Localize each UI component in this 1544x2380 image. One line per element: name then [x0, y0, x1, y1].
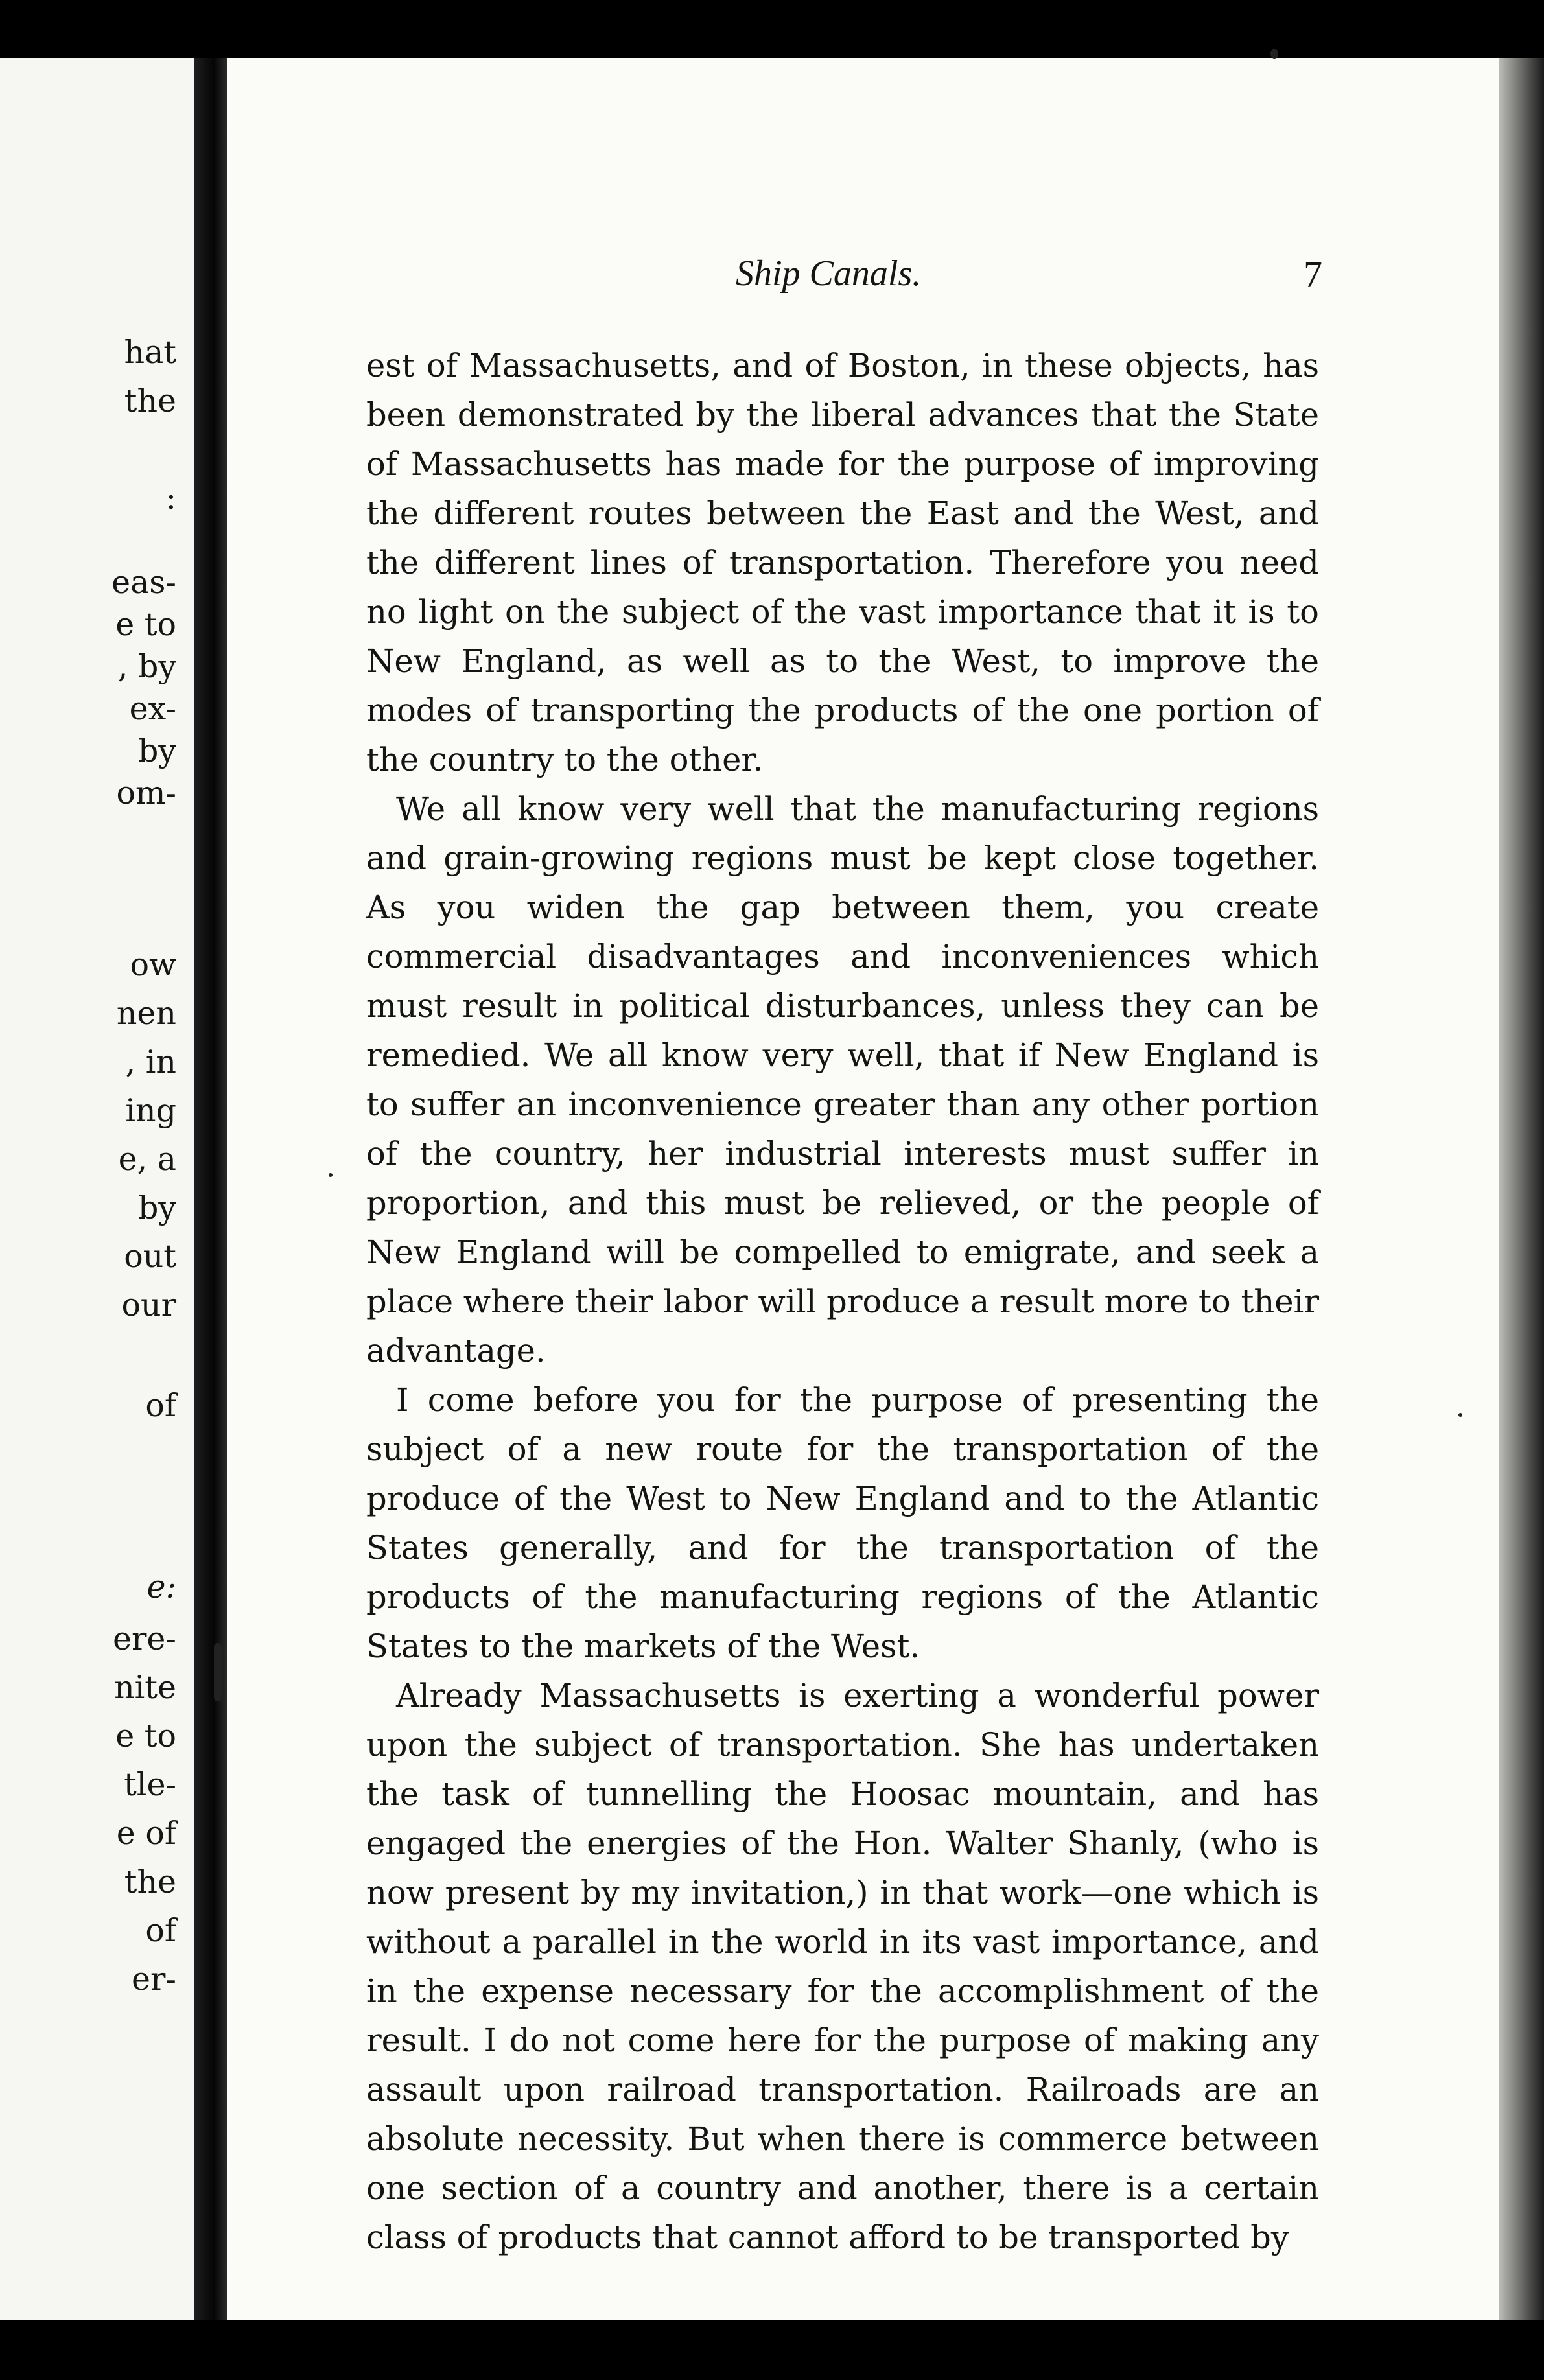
facing-line: ex- [129, 690, 176, 727]
ink-streak [214, 1643, 222, 1701]
facing-line: e to [115, 1718, 176, 1755]
facing-line: e: [146, 1569, 176, 1605]
facing-line: om- [116, 775, 176, 811]
facing-line: , in [125, 1044, 176, 1080]
book-gutter [194, 58, 227, 2320]
facing-line: nen [116, 995, 176, 1032]
ink-speck [329, 1173, 333, 1177]
page-number: 7 [1304, 253, 1322, 296]
paragraph: Already Massachusetts is exerting a wonderful power upon the subject of transportation. She has undertaken the task of tunnelling the Hoosac mountain, and has engaged the energies of the Hon. Walter Shanly, (who is now present by my invitation,) in that work—one which is without a parallel in the world in its vast importance, and in the expense necessary for the accomplishment of the result. I do not come here for the purpose of making any assault upon railroad transportation. Railroads are an absolute necessity. But when there is commerce between one section of a country and another, there is a certain class of products that cannot afford to be transported by [366, 1677, 1319, 2256]
facing-line: , by [117, 648, 176, 685]
paragraph: est of Massachusetts, and of Boston, in these objects, has been demonstrated by the liberal advances that the State of Massachusetts has made for the purpose of improving the different routes between the East and the West, and the different lines of transportation. Therefore you need no light on the subject of the vast importance that it is to New England, as well as to the West, to improve the modes of transporting the products of the one portion of the country to the other. [366, 347, 1319, 778]
facing-line: tle- [124, 1766, 176, 1803]
facing-line: by [137, 1189, 176, 1226]
facing-line: e of [116, 1815, 176, 1852]
running-head: Ship Canals. [736, 253, 922, 294]
facing-line: nite [114, 1669, 176, 1706]
facing-line: out [124, 1238, 176, 1275]
facing-line: by [137, 732, 176, 769]
facing-line: of [145, 1387, 176, 1424]
facing-line: of [145, 1912, 176, 1949]
facing-line: the [124, 1863, 176, 1900]
facing-line: eas- [111, 564, 176, 601]
facing-line: : [165, 480, 176, 517]
facing-line: our [121, 1287, 176, 1324]
page-header [363, 253, 1322, 298]
page-edge-shadow [1499, 58, 1544, 2320]
facing-line: e, a [118, 1141, 176, 1178]
facing-line: ing [125, 1092, 176, 1129]
facing-line: ere- [113, 1620, 176, 1657]
facing-line: ow [130, 946, 176, 983]
facing-line: hat [124, 334, 176, 371]
facing-page-fragment [0, 58, 194, 2320]
ink-speck [1458, 1413, 1462, 1417]
facing-line: e to [115, 606, 176, 643]
paragraph: We all know very well that the manufacturing regions and grain-growing regions must be kept close together. As you widen the gap between them, you create commercial disadvantages and inconveniences which must result in political disturbances, unless they can be remedied. We all know very well, that if New England is to suffer an inconvenience greater than any other portion of the country, her industrial interests must suffer in proportion, and this must be relieved, or the people of New England will be compelled to emigrate, and seek a place where their labor will produce a result more to their advantage. [366, 790, 1319, 1370]
facing-line: er- [132, 1961, 176, 1998]
body-text [366, 341, 1319, 2262]
ink-speck [1270, 49, 1278, 59]
paragraph: I come before you for the purpose of presenting the subject of a new route for the transportation of the produce of the West to New England and to the Atlantic States generally, and for the transportation of the products of the manufacturing regions of the Atlantic States to the markets of the West. [366, 1381, 1319, 1665]
facing-line: the [124, 382, 176, 419]
